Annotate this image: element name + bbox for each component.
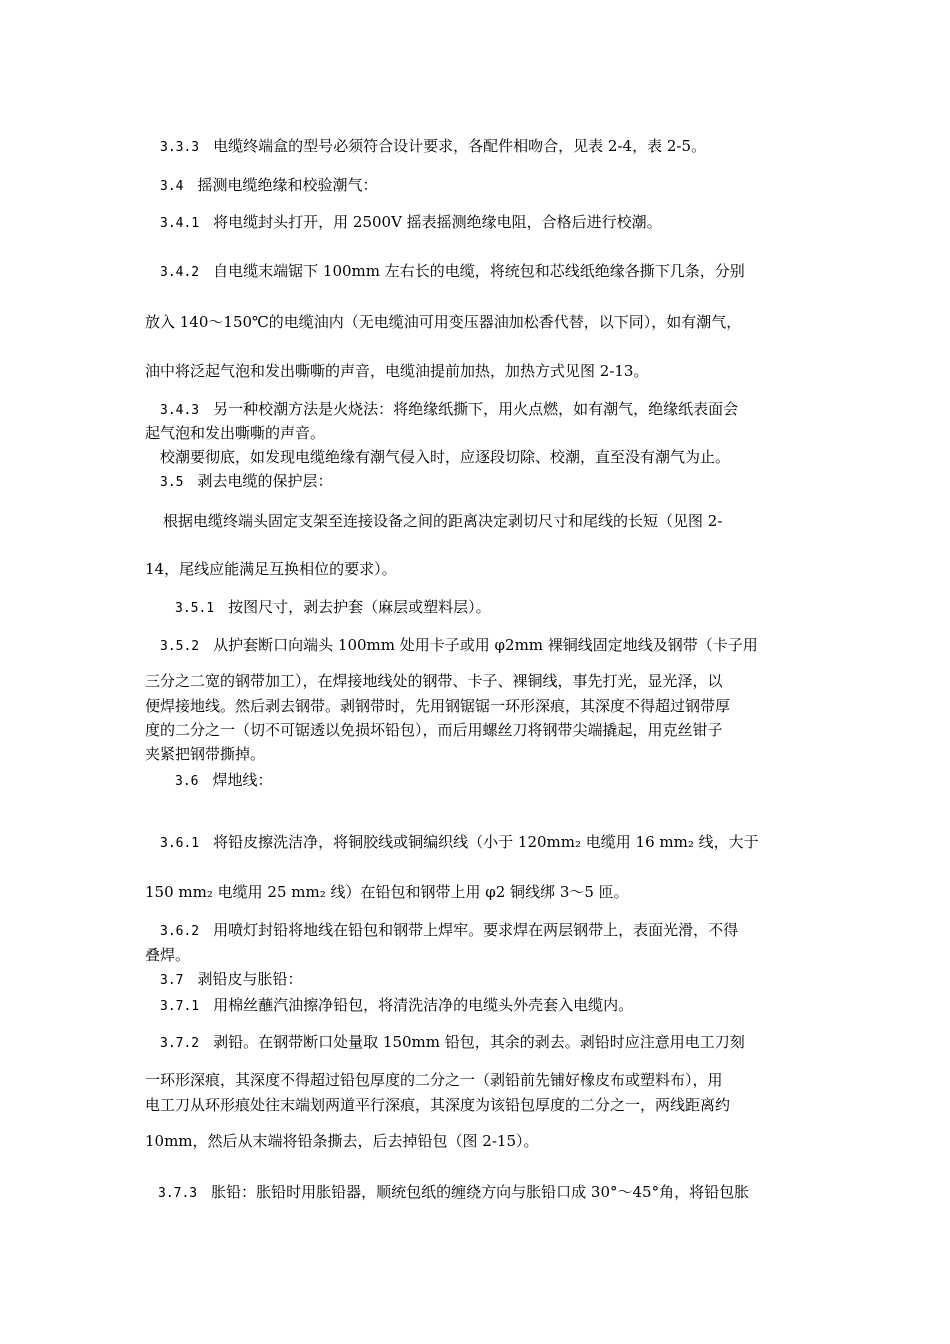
para-3-4-1 — [160, 211, 830, 235]
para-3-3-3 — [160, 135, 830, 159]
paragraph-text: 电缆终端盒的型号必须符合设计要求，各配件相吻合，见表 2-4，表 2-5。 — [213, 137, 706, 155]
paragraph-text: 放入 140～150℃的电缆油内（无电缆油可用变压器油加松香代替，以下同），如有潮气， — [145, 313, 742, 331]
paragraph-text: 将铅皮擦洗洁净，将铜胶线或铜编织线（小于 120mm₂ 电缆用 16 mm₂ 线，大于 — [213, 833, 759, 851]
section-number: 3.6.1 — [160, 836, 200, 851]
paragraph-text: 叠焊。 — [145, 946, 191, 964]
para-line — [145, 558, 815, 580]
para-line — [145, 1094, 815, 1116]
section-number: 3.4.2 — [160, 265, 200, 280]
paragraph-text: 便焊接地线。然后剥去钢带。剥钢带时，先用钢锯锯一环形深痕，其深度不得超过钢带厚 — [145, 697, 731, 715]
para-line — [145, 719, 815, 741]
section-number: 3.7 — [160, 973, 184, 988]
section-number: 3.5.2 — [160, 639, 200, 654]
section-number: 3.4 — [160, 179, 184, 194]
section-number: 3.6.2 — [160, 924, 200, 939]
para-3-7-1 — [160, 994, 830, 1018]
section-heading: 摇测电缆绝缘和校验潮气： — [197, 176, 378, 194]
paragraph-text: 150 mm₂ 电缆用 25 mm₂ 线）在铅包和钢带上用 φ2 铜线绑 3～5 匝。 — [145, 883, 629, 901]
section-number: 3.3.3 — [160, 140, 200, 155]
paragraph-text: 三分之二宽的钢带加工），在焊接地线处的钢带、卡子、裸铜线，事先打光，显光泽，以 — [145, 672, 723, 690]
para-line — [145, 695, 815, 717]
paragraph-text: 根据电缆终端头固定支架至连接设备之间的距离决定剥切尺寸和尾线的长短（见图 2- — [163, 512, 723, 530]
para-line — [145, 360, 815, 382]
para-line — [145, 1130, 815, 1152]
section-heading: 剥铅皮与胀铅： — [197, 970, 303, 988]
section-number: 3.7.3 — [158, 1186, 198, 1201]
section-number: 3.7.2 — [160, 1036, 200, 1051]
para-3-5-2 — [160, 634, 830, 658]
para-line — [145, 743, 815, 765]
section-number: 3.4.3 — [160, 403, 200, 418]
para-3-7-3 — [158, 1181, 828, 1205]
para-3-6-2 — [160, 919, 830, 943]
paragraph-text: 一环形深痕，其深度不得超过铅包厚度的二分之一（剥铅前先铺好橡皮布或塑料布），用 — [145, 1071, 723, 1089]
paragraph-text: 将电缆封头打开，用 2500V 摇表摇测绝缘电阻，合格后进行校潮。 — [213, 213, 662, 231]
paragraph-text: 14，尾线应能满足互换相位的要求）。 — [145, 560, 397, 578]
para-line — [163, 510, 833, 532]
para-line — [145, 670, 815, 692]
paragraph-text: 从护套断口向端头 100mm 处用卡子或用 φ2mm 裸铜线固定地线及钢带（卡子用 — [213, 636, 758, 654]
paragraph-text: 校潮要彻底，如发现电缆绝缘有潮气侵入时，应逐段切除、校潮，直至没有潮气为止。 — [160, 448, 731, 466]
paragraph-text: 夹紧把钢带撕掉。 — [145, 745, 266, 763]
para-3-6-1 — [160, 831, 830, 855]
paragraph-text: 油中将泛起气泡和发出嘶嘶的声音，电缆油提前加热，加热方式见图 2-13。 — [145, 362, 649, 380]
paragraph-text: 度的二分之一（切不可锯透以免损坏铅包），而后用螺丝刀将钢带尖端撬起，用克丝钳子 — [145, 721, 723, 739]
para-line — [145, 881, 815, 903]
paragraph-text: 按图尺寸，剥去护套（麻层或塑料层）。 — [228, 598, 491, 616]
para-line — [145, 944, 815, 966]
para-line — [160, 446, 830, 468]
section-number: 3.5.1 — [175, 601, 215, 616]
para-3-5-1 — [175, 596, 845, 620]
section-heading: 剥去电缆的保护层： — [197, 472, 333, 490]
section-number: 3.7.1 — [160, 999, 200, 1014]
paragraph-text: 电工刀从环形痕处往末端划两道平行深痕，其深度为该铅包厚度的二分之一，两线距离约 — [145, 1096, 731, 1114]
paragraph-text: 10mm，然后从末端将铅条撕去，后去掉铅包（图 2-15）。 — [145, 1132, 539, 1150]
paragraph-text: 自电缆末端锯下 100mm 左右长的电缆，将统包和芯线纸绝缘各撕下几条，分别 — [213, 262, 745, 280]
section-number: 3.6 — [175, 774, 199, 789]
heading-3-7 — [160, 968, 830, 992]
paragraph-text: 用棉丝蘸汽油擦净铅包，将清洗洁净的电缆头外壳套入电缆内。 — [213, 996, 634, 1014]
section-heading: 焊地线： — [212, 771, 273, 789]
section-number: 3.5 — [160, 475, 184, 490]
paragraph-text: 起气泡和发出嘶嘶的声音。 — [145, 424, 326, 442]
para-3-4-2 — [160, 260, 830, 284]
paragraph-text: 胀铅：胀铅时用胀铅器，顺统包纸的缠绕方向与胀铅口成 30°～45°角，将铅包胀 — [211, 1183, 750, 1201]
heading-3-6 — [175, 769, 845, 793]
para-3-7-2 — [160, 1031, 830, 1055]
heading-3-5 — [160, 470, 830, 494]
para-line — [145, 422, 815, 444]
paragraph-text: 用喷灯封铅将地线在铅包和钢带上焊牢。要求焊在两层钢带上，表面光滑，不得 — [213, 921, 739, 939]
paragraph-text: 另一种校潮方法是火烧法：将绝缘纸撕下，用火点燃，如有潮气，绝缘纸表面会 — [213, 400, 739, 418]
paragraph-text: 剥铅。在钢带断口处量取 150mm 铅包，其余的剥去。剥铅时应注意用电工刀刻 — [213, 1033, 745, 1051]
para-line — [145, 311, 815, 333]
para-line — [145, 1069, 815, 1091]
heading-3-4 — [160, 174, 830, 198]
section-number: 3.4.1 — [160, 216, 200, 231]
para-3-4-3 — [160, 398, 830, 422]
